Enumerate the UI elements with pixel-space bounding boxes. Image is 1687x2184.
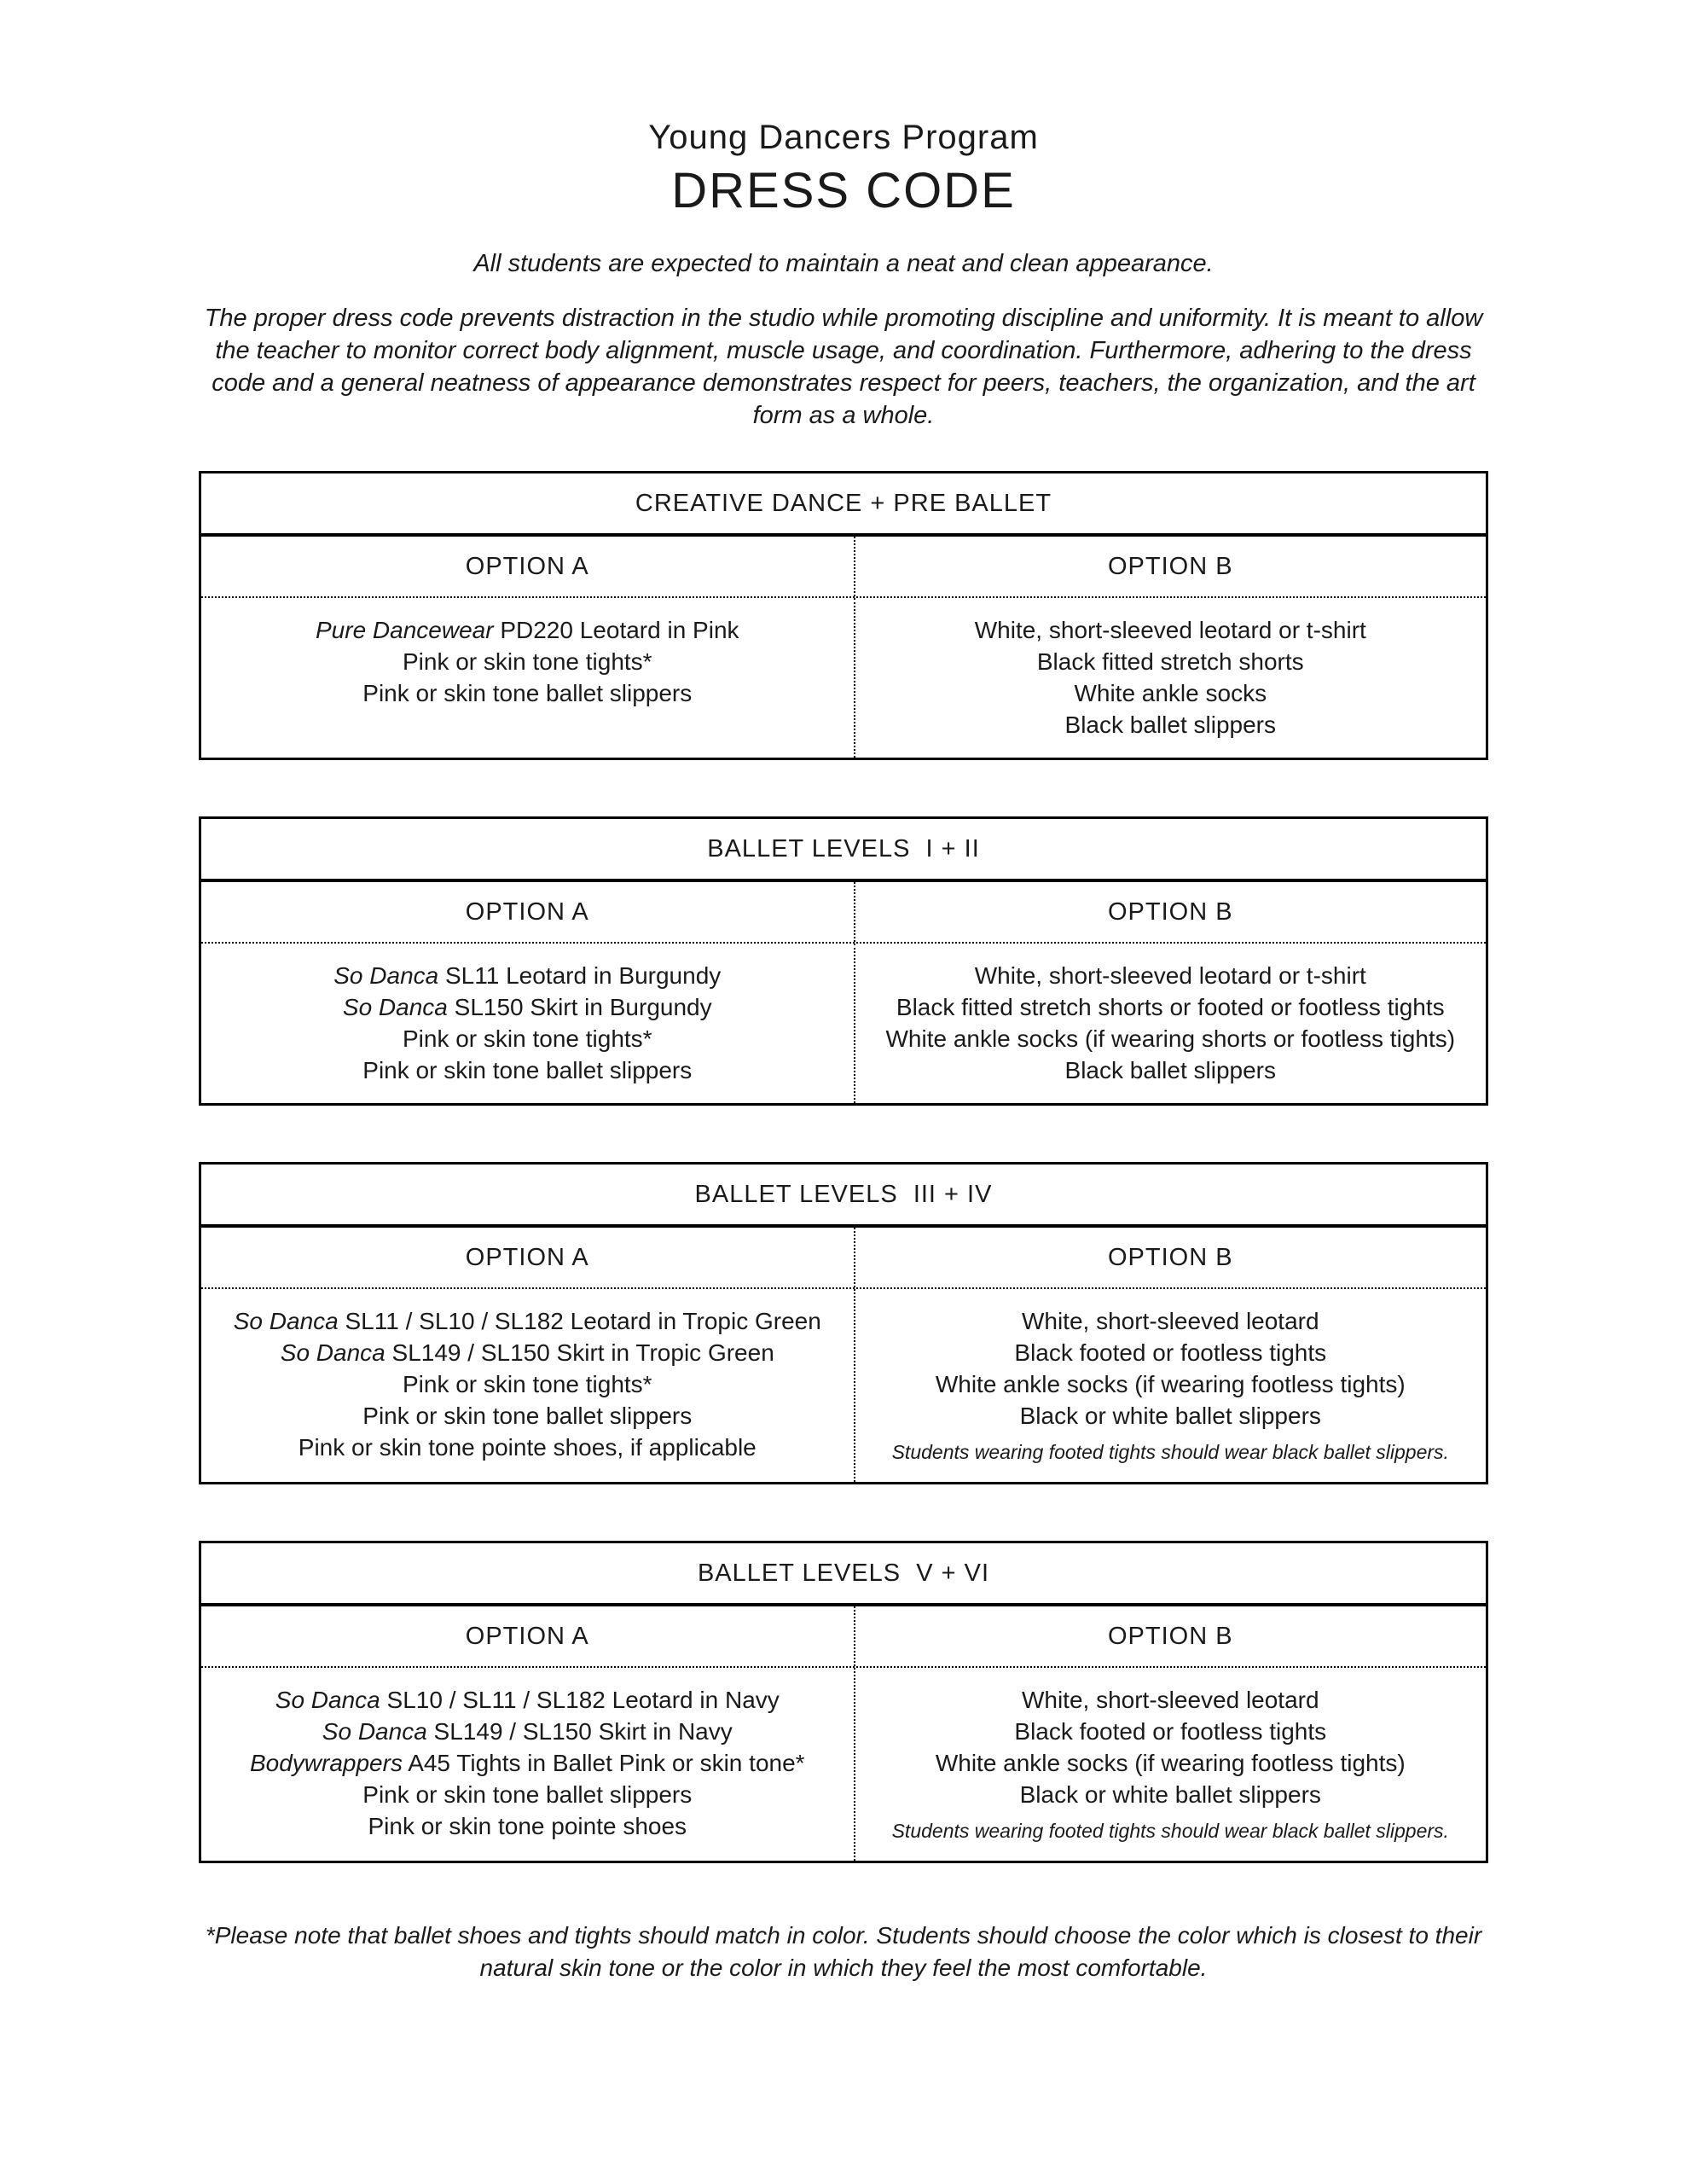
footed-tights-note: Students wearing footed tights should wear black ballet slippers. [891, 1820, 1449, 1842]
dress-item: White, short-sleeved leotard or t-shirt [974, 617, 1366, 643]
brand-name: Bodywrappers [249, 1750, 403, 1776]
dress-item: Pink or skin tone tights* [402, 1025, 652, 1052]
footnote: *Please note that ballet shoes and tights should match in color. Students should choose the color which is closest to their natural skin tone or the color in which they feel the most comfortable. [205, 1922, 1482, 1981]
option-a-header [201, 882, 855, 942]
option-b-header [855, 882, 1486, 942]
dress-item: So Danca SL149 / SL150 Skirt in Navy [322, 1718, 733, 1745]
dress-item: Pink or skin tone ballet slippers [362, 1403, 693, 1429]
option-header-row [201, 882, 1486, 944]
option-header-row [201, 537, 1486, 598]
dress-item: Pure Dancewear PD220 Leotard in Pink [316, 617, 739, 643]
option-a-cell [201, 598, 855, 758]
option-b-cell [855, 1289, 1486, 1482]
dress-item: White ankle socks (if wearing footless tights) [935, 1750, 1406, 1776]
option-b-header [855, 1228, 1486, 1287]
brand-name: So Danca [233, 1308, 339, 1334]
dress-item: White, short-sleeved leotard or t-shirt [974, 962, 1366, 989]
option-header-row [201, 1606, 1486, 1668]
dress-item: So Danca SL10 / SL11 / SL182 Leotard in Navy [275, 1687, 780, 1713]
option-body-row [201, 1289, 1486, 1482]
option-b-cell [855, 598, 1486, 758]
brand-name: So Danca [280, 1339, 386, 1366]
table-title-row [201, 819, 1486, 882]
option-a-header [201, 1228, 855, 1287]
dress-item: Pink or skin tone tights* [402, 648, 652, 675]
dress-item: Black ballet slippers [1064, 1057, 1276, 1083]
subtitle: All students are expected to maintain a neat and clean appearance. [473, 250, 1214, 277]
table-title-row [201, 473, 1486, 537]
dress-item: Pink or skin tone ballet slippers [362, 1057, 693, 1083]
program-name: Young Dancers Program [648, 119, 1039, 156]
option-a-label: OPTION A [465, 897, 589, 926]
option-a-label: OPTION A [465, 1243, 589, 1271]
brand-name: So Danca [333, 962, 439, 989]
option-a-cell [201, 1668, 855, 1861]
dress-item: White, short-sleeved leotard [1021, 1687, 1319, 1713]
option-b-label: OPTION B [1107, 1243, 1233, 1271]
brand-name: So Danca [322, 1718, 427, 1745]
option-a-label: OPTION A [465, 552, 589, 580]
option-b-cell [855, 944, 1486, 1103]
option-b-cell [855, 1668, 1486, 1861]
table-title-row [201, 1543, 1486, 1606]
brand-name: So Danca [342, 994, 448, 1020]
dress-item: Black ballet slippers [1064, 712, 1276, 738]
option-a-header [201, 537, 855, 596]
dress-item: Pink or skin tone ballet slippers [362, 1781, 693, 1808]
footed-tights-note: Students wearing footed tights should wear black ballet slippers. [891, 1441, 1449, 1463]
brand-name: Pure Dancewear [316, 617, 494, 643]
option-header-row [201, 1228, 1486, 1289]
option-b-label: OPTION B [1107, 1622, 1233, 1650]
option-a-header [201, 1606, 855, 1666]
option-a-cell [201, 944, 855, 1103]
dress-item: So Danca SL150 Skirt in Burgundy [342, 994, 712, 1020]
dress-item: Black footed or footless tights [1014, 1718, 1327, 1745]
dress-item: Black or white ballet slippers [1019, 1781, 1321, 1808]
option-body-row [201, 944, 1486, 1103]
table-ballet-levels-1-2 [199, 816, 1488, 1106]
dress-item: White ankle socks (if wearing footless tights) [935, 1371, 1406, 1397]
dress-item: So Danca SL11 / SL10 / SL182 Leotard in Tropic Green [233, 1308, 821, 1334]
option-body-row [201, 598, 1486, 758]
dress-item: White, short-sleeved leotard [1021, 1308, 1319, 1334]
dress-item: Pink or skin tone ballet slippers [362, 680, 693, 706]
option-body-row [201, 1668, 1486, 1861]
intro-paragraph: The proper dress code prevents distraction in the studio while promoting discipline and uniformity. It is meant to allow the teacher to monitor correct body alignment, muscle usage, and coordination. Furthermore, adhering to the dress code and a general neatness of appearance demonstrates respect for peers, teachers, the organization, and the art form as a whole. [204, 305, 1483, 429]
table-title: BALLET LEVELS III + IV [694, 1180, 993, 1208]
brand-name: So Danca [275, 1687, 380, 1713]
dress-item: So Danca SL149 / SL150 Skirt in Tropic Green [280, 1339, 774, 1366]
dress-item: Black fitted stretch shorts [1036, 648, 1304, 675]
dress-item: Black fitted stretch shorts or footed or footless tights [896, 994, 1445, 1020]
dress-item: Black or white ballet slippers [1019, 1403, 1321, 1429]
option-b-label: OPTION B [1107, 897, 1233, 926]
table-creative-dance-pre-ballet [199, 471, 1488, 760]
dress-item: White ankle socks (if wearing shorts or footless tights) [885, 1025, 1456, 1052]
dress-item: So Danca SL11 Leotard in Burgundy [333, 962, 722, 989]
option-b-label: OPTION B [1107, 552, 1233, 580]
option-a-label: OPTION A [465, 1622, 589, 1650]
dress-item: White ankle socks [1074, 680, 1267, 706]
dress-item: Pink or skin tone pointe shoes [368, 1813, 687, 1839]
dress-item: Pink or skin tone tights* [402, 1371, 652, 1397]
table-title: CREATIVE DANCE + PRE BALLET [635, 489, 1052, 517]
table-title-row [201, 1165, 1486, 1228]
option-b-header [855, 1606, 1486, 1666]
table-ballet-levels-3-4 [199, 1162, 1488, 1484]
dress-item: Pink or skin tone pointe shoes, if applicable [298, 1434, 757, 1461]
dress-item: Bodywrappers A45 Tights in Ballet Pink or skin tone* [249, 1750, 805, 1776]
option-a-cell [201, 1289, 855, 1482]
table-title: BALLET LEVELS V + VI [697, 1559, 990, 1587]
table-title: BALLET LEVELS I + II [707, 834, 980, 863]
tables-section [199, 471, 1488, 1863]
table-ballet-levels-5-6 [199, 1541, 1488, 1863]
dress-item: Black footed or footless tights [1014, 1339, 1327, 1366]
page-title: DRESS CODE [671, 163, 1016, 218]
option-b-header [855, 537, 1486, 596]
